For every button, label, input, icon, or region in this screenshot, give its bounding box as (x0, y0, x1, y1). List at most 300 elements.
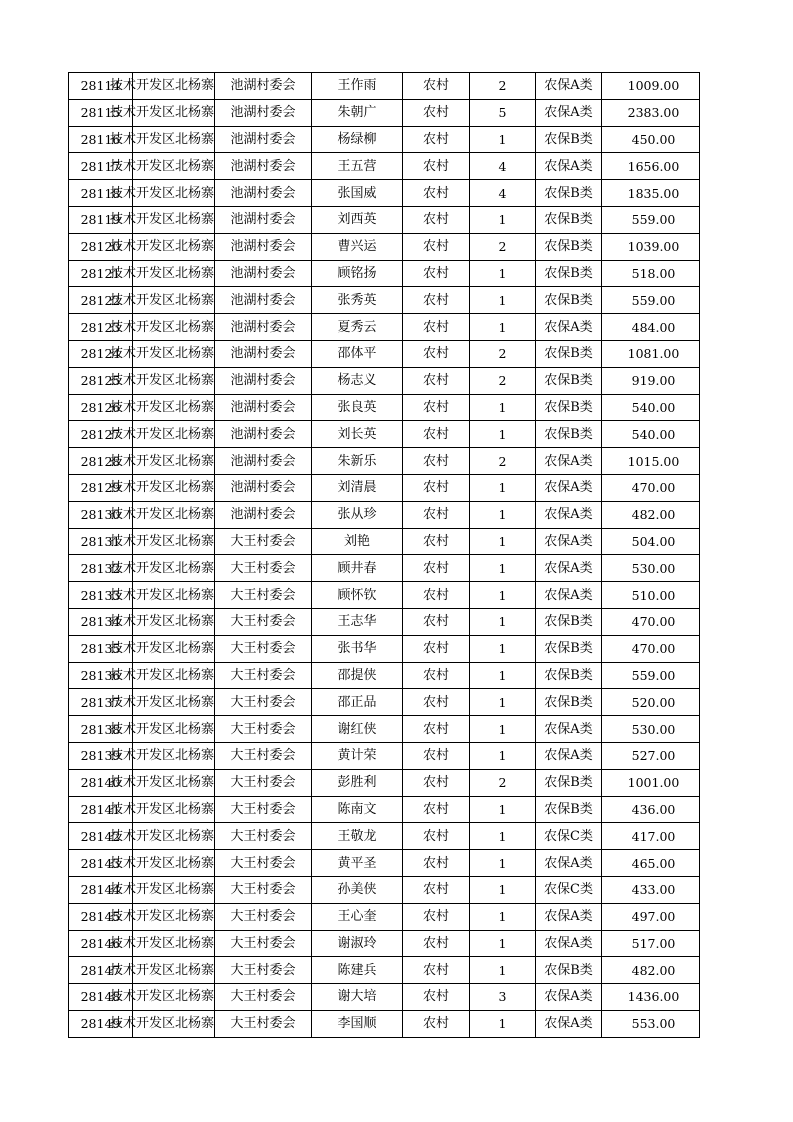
recipient-name-cell: 杨志义 (312, 367, 403, 394)
record-id-cell: 28130 (69, 501, 133, 528)
recipient-name-cell: 彭胜利 (312, 769, 403, 796)
member-count-cell: 2 (470, 367, 536, 394)
amount-cell: 504.00 (602, 528, 700, 555)
assistance-category-cell: 农保B类 (536, 689, 602, 716)
household-type-cell: 农村 (403, 153, 470, 180)
district-text: 技术开发区北杨寨 (109, 614, 214, 630)
district-cell (109, 233, 215, 260)
recipient-name-cell: 张秀英 (312, 287, 403, 314)
village-committee-cell: 大王村委会 (215, 662, 312, 689)
district-cell (109, 314, 215, 341)
recipient-name-cell: 朱朝广 (312, 99, 403, 126)
member-count-cell: 2 (470, 73, 536, 100)
amount-cell: 1039.00 (602, 233, 700, 260)
amount-cell: 436.00 (602, 796, 700, 823)
village-committee-cell: 大王村委会 (215, 742, 312, 769)
district-text: 技术开发区北杨寨 (109, 507, 214, 523)
district-text: 技术开发区北杨寨 (109, 105, 214, 121)
household-type-cell: 农村 (403, 501, 470, 528)
recipient-name-cell: 邵体平 (312, 340, 403, 367)
record-id-cell: 28137 (69, 689, 133, 716)
recipient-name-cell: 王心奎 (312, 903, 403, 930)
record-id-cell: 28132 (69, 555, 133, 582)
village-committee-cell: 大王村委会 (215, 608, 312, 635)
member-count-cell: 1 (470, 689, 536, 716)
household-type-cell: 农村 (403, 876, 470, 903)
record-id-cell: 28144 (69, 876, 133, 903)
district-cell (109, 582, 215, 609)
district-text: 技术开发区北杨寨 (109, 641, 214, 657)
assistance-category-cell: 农保B类 (536, 340, 602, 367)
record-id-cell: 28123 (69, 314, 133, 341)
assistance-category-cell: 农保A类 (536, 448, 602, 475)
district-cell (109, 73, 215, 100)
table-body (69, 73, 700, 1038)
record-id-cell: 28127 (69, 421, 133, 448)
assistance-category-cell: 农保A类 (536, 1010, 602, 1037)
recipient-name-cell: 张书华 (312, 635, 403, 662)
recipient-name-cell: 谢红侠 (312, 716, 403, 743)
village-committee-cell: 大王村委会 (215, 582, 312, 609)
amount-cell: 527.00 (602, 742, 700, 769)
table-row (69, 582, 700, 609)
recipient-name-cell: 王敬龙 (312, 823, 403, 850)
district-cell (109, 555, 215, 582)
assistance-category-cell: 农保A类 (536, 984, 602, 1011)
table-row (69, 73, 700, 100)
assistance-category-cell: 农保B类 (536, 126, 602, 153)
amount-cell: 1009.00 (602, 73, 700, 100)
household-type-cell: 农村 (403, 984, 470, 1011)
district-text: 技术开发区北杨寨 (109, 828, 214, 844)
district-cell (109, 903, 215, 930)
recipient-name-cell: 邵提侠 (312, 662, 403, 689)
village-committee-cell: 大王村委会 (215, 984, 312, 1011)
member-count-cell: 1 (470, 501, 536, 528)
district-text: 技术开发区北杨寨 (109, 533, 214, 549)
district-cell (109, 206, 215, 233)
district-cell (109, 984, 215, 1011)
household-type-cell: 农村 (403, 180, 470, 207)
district-text: 技术开发区北杨寨 (109, 1016, 214, 1032)
district-cell (109, 689, 215, 716)
amount-cell: 1015.00 (602, 448, 700, 475)
district-cell (109, 99, 215, 126)
village-committee-cell: 池湖村委会 (215, 287, 312, 314)
member-count-cell: 1 (470, 823, 536, 850)
district-cell (109, 742, 215, 769)
table-row (69, 930, 700, 957)
district-text: 技术开发区北杨寨 (109, 265, 214, 281)
member-count-cell: 1 (470, 903, 536, 930)
district-cell (109, 126, 215, 153)
district-cell (109, 957, 215, 984)
district-cell (109, 716, 215, 743)
village-committee-cell: 大王村委会 (215, 796, 312, 823)
amount-cell: 433.00 (602, 876, 700, 903)
district-cell (109, 850, 215, 877)
record-id-cell: 28124 (69, 340, 133, 367)
member-count-cell: 1 (470, 260, 536, 287)
record-id-cell: 28140 (69, 769, 133, 796)
record-id-cell: 28143 (69, 850, 133, 877)
record-id-cell: 28120 (69, 233, 133, 260)
assistance-category-cell: 农保C类 (536, 876, 602, 903)
village-committee-cell: 池湖村委会 (215, 206, 312, 233)
district-text: 技术开发区北杨寨 (109, 560, 214, 576)
assistance-category-cell: 农保A类 (536, 99, 602, 126)
record-id-cell: 28116 (69, 126, 133, 153)
member-count-cell: 1 (470, 876, 536, 903)
district-cell (109, 367, 215, 394)
table-row (69, 555, 700, 582)
district-text: 技术开发区北杨寨 (109, 587, 214, 603)
village-committee-cell: 大王村委会 (215, 903, 312, 930)
village-committee-cell: 大王村委会 (215, 716, 312, 743)
district-text: 技术开发区北杨寨 (109, 775, 214, 791)
member-count-cell: 1 (470, 314, 536, 341)
district-cell (109, 474, 215, 501)
amount-cell: 482.00 (602, 957, 700, 984)
household-type-cell: 农村 (403, 233, 470, 260)
record-id-cell: 28125 (69, 367, 133, 394)
district-text: 技术开发区北杨寨 (109, 292, 214, 308)
table-row (69, 314, 700, 341)
amount-cell: 530.00 (602, 555, 700, 582)
table-row (69, 367, 700, 394)
district-cell (109, 180, 215, 207)
amount-cell: 470.00 (602, 635, 700, 662)
district-cell (109, 394, 215, 421)
assistance-category-cell: 农保A类 (536, 742, 602, 769)
district-text: 技术开发区北杨寨 (109, 185, 214, 201)
assistance-category-cell: 农保A类 (536, 474, 602, 501)
record-id-cell: 28114 (69, 73, 133, 100)
table-row (69, 769, 700, 796)
assistance-category-cell: 农保A类 (536, 930, 602, 957)
household-type-cell: 农村 (403, 716, 470, 743)
household-type-cell: 农村 (403, 930, 470, 957)
record-id-cell: 28126 (69, 394, 133, 421)
district-text: 技术开发区北杨寨 (109, 426, 214, 442)
member-count-cell: 1 (470, 716, 536, 743)
village-committee-cell: 池湖村委会 (215, 233, 312, 260)
district-cell (109, 421, 215, 448)
household-type-cell: 农村 (403, 421, 470, 448)
district-text: 技术开发区北杨寨 (109, 855, 214, 871)
table-row (69, 742, 700, 769)
assistance-category-cell: 农保B类 (536, 421, 602, 448)
record-id-cell: 28117 (69, 153, 133, 180)
assistance-category-cell: 农保B类 (536, 608, 602, 635)
district-cell (109, 608, 215, 635)
village-committee-cell: 池湖村委会 (215, 394, 312, 421)
member-count-cell: 1 (470, 287, 536, 314)
member-count-cell: 1 (470, 582, 536, 609)
district-text: 技术开发区北杨寨 (109, 962, 214, 978)
amount-cell: 1081.00 (602, 340, 700, 367)
table-row (69, 796, 700, 823)
assistance-category-cell: 农保A类 (536, 903, 602, 930)
household-type-cell: 农村 (403, 742, 470, 769)
village-committee-cell: 池湖村委会 (215, 153, 312, 180)
member-count-cell: 2 (470, 233, 536, 260)
amount-cell: 559.00 (602, 287, 700, 314)
amount-cell: 540.00 (602, 421, 700, 448)
household-type-cell: 农村 (403, 260, 470, 287)
assistance-category-cell: 农保B类 (536, 367, 602, 394)
record-id-cell: 28128 (69, 448, 133, 475)
household-type-cell: 农村 (403, 287, 470, 314)
table-row (69, 340, 700, 367)
amount-cell: 2383.00 (602, 99, 700, 126)
record-id-cell: 28146 (69, 930, 133, 957)
household-type-cell: 农村 (403, 126, 470, 153)
amount-cell: 559.00 (602, 206, 700, 233)
recipient-name-cell: 刘西英 (312, 206, 403, 233)
table-row (69, 180, 700, 207)
member-count-cell: 1 (470, 421, 536, 448)
household-type-cell: 农村 (403, 635, 470, 662)
member-count-cell: 1 (470, 555, 536, 582)
record-id-cell: 28121 (69, 260, 133, 287)
recipient-name-cell: 王五营 (312, 153, 403, 180)
assistance-category-cell: 农保B类 (536, 233, 602, 260)
amount-cell: 510.00 (602, 582, 700, 609)
table-row (69, 689, 700, 716)
table-row (69, 260, 700, 287)
amount-cell: 465.00 (602, 850, 700, 877)
amount-cell: 919.00 (602, 367, 700, 394)
member-count-cell: 1 (470, 635, 536, 662)
district-text: 技术开发区北杨寨 (109, 78, 214, 94)
recipient-name-cell: 刘清晨 (312, 474, 403, 501)
table-row (69, 421, 700, 448)
member-count-cell: 1 (470, 474, 536, 501)
district-text: 技术开发区北杨寨 (109, 748, 214, 764)
record-id-cell: 28119 (69, 206, 133, 233)
table-row (69, 153, 700, 180)
record-id-cell: 28122 (69, 287, 133, 314)
table-row (69, 233, 700, 260)
household-type-cell: 农村 (403, 823, 470, 850)
assistance-category-cell: 农保A类 (536, 716, 602, 743)
amount-cell: 417.00 (602, 823, 700, 850)
household-type-cell: 农村 (403, 394, 470, 421)
table-row (69, 501, 700, 528)
household-type-cell: 农村 (403, 340, 470, 367)
recipient-name-cell: 张国威 (312, 180, 403, 207)
household-type-cell: 农村 (403, 73, 470, 100)
member-count-cell: 1 (470, 1010, 536, 1037)
table-row (69, 528, 700, 555)
table-row (69, 474, 700, 501)
record-id-cell: 28131 (69, 528, 133, 555)
recipient-name-cell: 黄计荣 (312, 742, 403, 769)
village-committee-cell: 池湖村委会 (215, 73, 312, 100)
district-cell (109, 287, 215, 314)
table-row (69, 1010, 700, 1037)
table-row (69, 206, 700, 233)
member-count-cell: 2 (470, 769, 536, 796)
member-count-cell: 2 (470, 448, 536, 475)
district-text: 技术开发区北杨寨 (109, 158, 214, 174)
district-text: 技术开发区北杨寨 (109, 935, 214, 951)
assistance-category-cell: 农保C类 (536, 823, 602, 850)
member-count-cell: 1 (470, 662, 536, 689)
village-committee-cell: 大王村委会 (215, 876, 312, 903)
member-count-cell: 1 (470, 206, 536, 233)
table-row (69, 823, 700, 850)
village-committee-cell: 大王村委会 (215, 1010, 312, 1037)
recipient-name-cell: 孙美侠 (312, 876, 403, 903)
amount-cell: 1835.00 (602, 180, 700, 207)
district-cell (109, 153, 215, 180)
district-cell (109, 1010, 215, 1037)
record-id-cell: 28118 (69, 180, 133, 207)
table-row (69, 394, 700, 421)
household-type-cell: 农村 (403, 608, 470, 635)
household-type-cell: 农村 (403, 314, 470, 341)
table-row (69, 662, 700, 689)
table-row (69, 957, 700, 984)
amount-cell: 497.00 (602, 903, 700, 930)
assistance-category-cell: 农保B类 (536, 635, 602, 662)
member-count-cell: 5 (470, 99, 536, 126)
district-cell (109, 528, 215, 555)
household-type-cell: 农村 (403, 662, 470, 689)
table-row (69, 876, 700, 903)
amount-cell: 530.00 (602, 716, 700, 743)
village-committee-cell: 池湖村委会 (215, 180, 312, 207)
amount-cell: 450.00 (602, 126, 700, 153)
village-committee-cell: 池湖村委会 (215, 474, 312, 501)
village-committee-cell: 大王村委会 (215, 957, 312, 984)
member-count-cell: 1 (470, 528, 536, 555)
assistance-category-cell: 农保B类 (536, 957, 602, 984)
record-id-cell: 28135 (69, 635, 133, 662)
assistance-category-cell: 农保B类 (536, 796, 602, 823)
district-cell (109, 769, 215, 796)
district-text: 技术开发区北杨寨 (109, 667, 214, 683)
assistance-category-cell: 农保B类 (536, 394, 602, 421)
recipient-name-cell: 陈建兵 (312, 957, 403, 984)
district-text: 技术开发区北杨寨 (109, 801, 214, 817)
district-text: 技术开发区北杨寨 (109, 212, 214, 228)
recipient-name-cell: 张良英 (312, 394, 403, 421)
recipient-name-cell: 王志华 (312, 608, 403, 635)
amount-cell: 1436.00 (602, 984, 700, 1011)
member-count-cell: 2 (470, 340, 536, 367)
village-committee-cell: 大王村委会 (215, 635, 312, 662)
village-committee-cell: 大王村委会 (215, 689, 312, 716)
amount-cell: 517.00 (602, 930, 700, 957)
recipient-name-cell: 陈南文 (312, 796, 403, 823)
amount-cell: 553.00 (602, 1010, 700, 1037)
table-row (69, 126, 700, 153)
district-cell (109, 876, 215, 903)
amount-cell: 520.00 (602, 689, 700, 716)
district-text: 技术开发区北杨寨 (109, 131, 214, 147)
record-id-cell: 28133 (69, 582, 133, 609)
recipient-name-cell: 刘艳 (312, 528, 403, 555)
household-type-cell: 农村 (403, 903, 470, 930)
record-id-cell: 28139 (69, 742, 133, 769)
village-committee-cell: 池湖村委会 (215, 448, 312, 475)
village-committee-cell: 大王村委会 (215, 850, 312, 877)
record-id-cell: 28149 (69, 1010, 133, 1037)
assistance-category-cell: 农保B类 (536, 180, 602, 207)
household-type-cell: 农村 (403, 474, 470, 501)
table-row (69, 99, 700, 126)
village-committee-cell: 池湖村委会 (215, 314, 312, 341)
record-id-cell: 28148 (69, 984, 133, 1011)
table-row (69, 903, 700, 930)
table-row (69, 608, 700, 635)
district-text: 技术开发区北杨寨 (109, 239, 214, 255)
village-committee-cell: 池湖村委会 (215, 421, 312, 448)
district-cell (109, 823, 215, 850)
member-count-cell: 3 (470, 984, 536, 1011)
table-row (69, 984, 700, 1011)
district-text: 技术开发区北杨寨 (109, 373, 214, 389)
district-cell (109, 635, 215, 662)
assistance-category-cell: 农保B类 (536, 260, 602, 287)
recipient-name-cell: 邵正品 (312, 689, 403, 716)
assistance-category-cell: 农保A类 (536, 314, 602, 341)
household-type-cell: 农村 (403, 528, 470, 555)
household-type-cell: 农村 (403, 689, 470, 716)
table-row (69, 635, 700, 662)
recipient-name-cell: 顾铭扬 (312, 260, 403, 287)
record-id-cell: 28147 (69, 957, 133, 984)
recipient-name-cell: 谢淑玲 (312, 930, 403, 957)
household-type-cell: 农村 (403, 367, 470, 394)
household-type-cell: 农村 (403, 850, 470, 877)
amount-cell: 1001.00 (602, 769, 700, 796)
district-text: 技术开发区北杨寨 (109, 989, 214, 1005)
district-text: 技术开发区北杨寨 (109, 319, 214, 335)
district-cell (109, 930, 215, 957)
amount-cell: 484.00 (602, 314, 700, 341)
assistance-category-cell: 农保A类 (536, 528, 602, 555)
table-row (69, 716, 700, 743)
village-committee-cell: 池湖村委会 (215, 340, 312, 367)
village-committee-cell: 大王村委会 (215, 528, 312, 555)
household-type-cell: 农村 (403, 555, 470, 582)
district-cell (109, 340, 215, 367)
assistance-category-cell: 农保B类 (536, 287, 602, 314)
district-cell (109, 501, 215, 528)
member-count-cell: 4 (470, 153, 536, 180)
village-committee-cell: 池湖村委会 (215, 367, 312, 394)
household-type-cell: 农村 (403, 206, 470, 233)
village-committee-cell: 池湖村委会 (215, 260, 312, 287)
recipient-name-cell: 顾怀钦 (312, 582, 403, 609)
record-id-cell: 28141 (69, 796, 133, 823)
member-count-cell: 1 (470, 742, 536, 769)
member-count-cell: 1 (470, 850, 536, 877)
district-text: 技术开发区北杨寨 (109, 721, 214, 737)
record-id-cell: 28142 (69, 823, 133, 850)
household-type-cell: 农村 (403, 99, 470, 126)
district-text: 技术开发区北杨寨 (109, 453, 214, 469)
district-text: 技术开发区北杨寨 (109, 480, 214, 496)
household-type-cell: 农村 (403, 448, 470, 475)
amount-cell: 482.00 (602, 501, 700, 528)
village-committee-cell: 大王村委会 (215, 823, 312, 850)
recipient-name-cell: 王作雨 (312, 73, 403, 100)
